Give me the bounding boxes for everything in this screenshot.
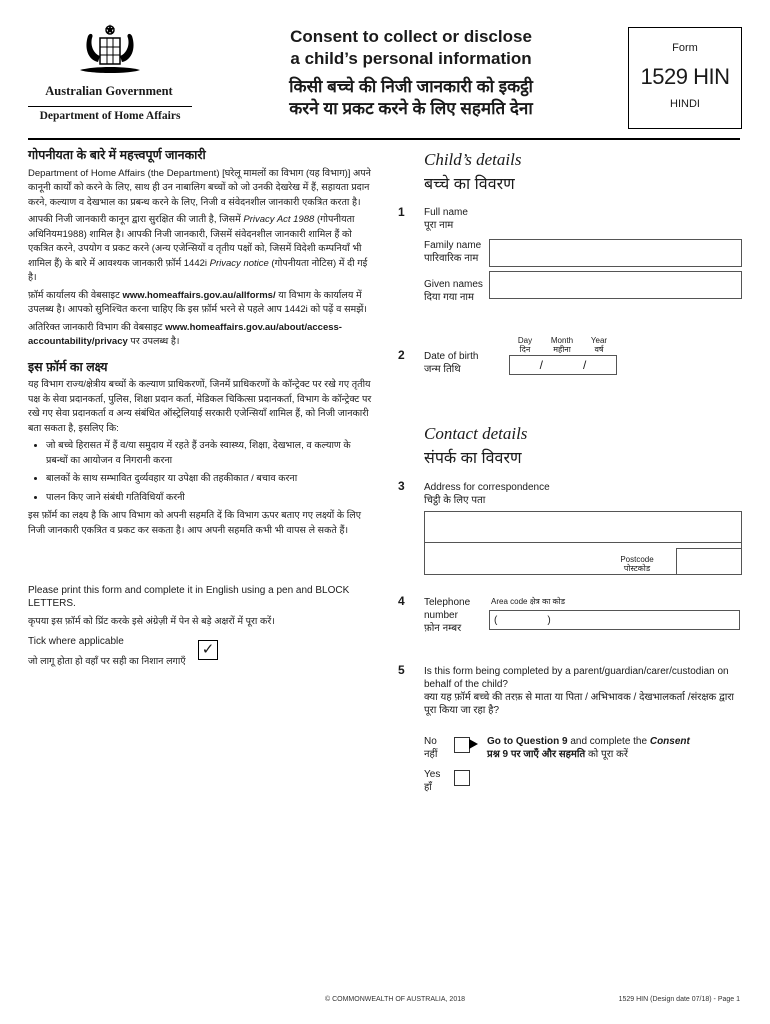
question-1-number: 1 <box>398 205 405 219</box>
privacy-link[interactable]: www.homeaffairs.gov.au/about/access-accountability/privacy <box>28 321 342 347</box>
child-details-heading: Child’s details <box>424 150 522 169</box>
form-number-box <box>628 27 742 129</box>
purpose-paragraph-1: यह विभाग राज्य/क्षेत्रीय बच्चों के कल्याण प्राधिकरणों, जिनमें प्राधिकरणों के कॉन्ट्रेक्ट पर रखे गए तृतीय पक्ष के सेवा प्रदानकर्ता, पुलिस, शिक्षा प्रदान कर्ता, मेडिकल चिकित्सा प्रदानकर्ता, विभाग के कॉन्ट्रेक्ट पर रखे गए सेवा प्रदानकर्ता व अन्य संबंधित ऑस्ट्रेलियाई सरकारी एजेन्सियाँ शामिल हैं, को निजी जानकारी बता सकता है, इसलिए कि: <box>28 379 372 434</box>
form-title-hindi: किसी बच्चे की निजी जानकारी को इकट्ठी करने या प्रकट करने के लिए सहमति देना <box>289 77 533 118</box>
copyright-footer: © COMMONWEALTH OF AUSTRALIA, 2018 <box>325 996 465 1003</box>
family-name-label: Family name पारिवारिक नाम <box>424 240 482 264</box>
given-names-field[interactable] <box>489 271 742 299</box>
form-number: 1529 HIN <box>640 64 730 89</box>
go-to-question-9-instruction: Go to Question 9 and complete the Consent प्रश्न 9 पर जाएँ और सहमति को पूरा करें <box>487 736 690 760</box>
postcode-label: Postcode पोस्टकोड <box>620 555 654 573</box>
tick-example-checkbox: ✓ <box>198 640 218 660</box>
date-of-birth-field[interactable]: / / <box>509 355 617 375</box>
department-name: Department of Home Affairs <box>28 106 192 122</box>
yes-checkbox[interactable] <box>454 770 470 786</box>
tick-instruction-hindi: जो लागू होता हो वहाँ पर सही का निशान लगाएँ <box>28 656 186 667</box>
coat-of-arms-logo <box>70 22 150 80</box>
government-name: Australian Government <box>45 84 173 98</box>
instructions-english: Please print this form and complete it in English using a pen and BLOCK LETTERS. <box>28 585 350 609</box>
postcode-field[interactable] <box>676 548 742 575</box>
privacy-paragraph-1: Department of Home Affairs (the Department) [घरेलू मामलों का विभाग (यह विभाग)] अपने कानूनी कार्यों को करने के लिए, साथ ही उन नाबालिग बच्चों को जो उनकी देखरेख में हैं, सहायता प्रदान करने, कल्याण व देखभाल का प्रबन्ध करने के लिए, निजी व संवेदनशील जानकारी एकत्रित करता है। <box>28 167 371 208</box>
question-5-text: Is this form being completed by a parent/guardian/carer/custodian on behalf of the child? क्या यह फ़ॉर्म बच्चे की तरफ़ से माता या पिता / अभिभावक / देखभालकर्ता /संरक्षक द्वारा पूरा किया जा रहा है? <box>424 666 735 716</box>
telephone-label: Telephone number फ़ोन नम्बर <box>424 597 471 634</box>
purpose-list <box>28 439 372 505</box>
question-5-number: 5 <box>398 663 405 677</box>
privacy-paragraph-4: अतिरिक्त जानकारी विभाग की वेबसाइट www.homeaffairs.gov.au/about/access-accountability/privacy पर उपलब्ध है। <box>28 321 342 347</box>
page-footer: 1529 HIN (Design date 07/18) - Page 1 <box>618 996 740 1003</box>
question-3-number: 3 <box>398 479 405 493</box>
full-name-label: Full name पूरा नाम <box>424 207 468 231</box>
date-of-birth-label: Date of birth जन्म तिथि <box>424 351 479 375</box>
telephone-field[interactable]: ( ) <box>489 610 740 630</box>
arrow-right-icon <box>469 739 478 749</box>
contact-details-heading-hindi: संपर्क का विवरण <box>424 450 522 467</box>
address-label: Address for correspondence चिट्ठी के लिए पता <box>424 482 550 506</box>
day-label: Day दिन <box>517 336 533 354</box>
form-title-english: Consent to collect or disclose a child’s personal information <box>290 27 532 68</box>
header-divider <box>28 138 740 140</box>
question-2-number: 2 <box>398 348 405 362</box>
tick-instruction-english: Tick where applicable <box>28 636 124 647</box>
yes-label: Yes हाँ <box>424 769 441 793</box>
no-checkbox[interactable] <box>454 737 470 753</box>
form-label: Form <box>672 42 698 54</box>
list-item: • पालन किए जाने संबंधी गतिविधियाँ करनी <box>46 491 372 506</box>
purpose-paragraph-2: इस फ़ॉर्म का लक्ष्य है कि आप विभाग को अपनी सहमति दें कि विभाग ऊपर बताए गए लक्ष्यों के लिए निजी जानकारी एकत्रित व प्रकट कर सकता है। आप अपनी सहमति कभी भी वापस ले सकते हैं। <box>28 510 361 536</box>
family-name-field[interactable] <box>489 239 742 267</box>
form-language: HINDI <box>670 98 700 110</box>
list-item: • जो बच्चे हिरासत में हैं व/या समुदाय में रहते हैं उनके स्वास्थ्य, शिक्षा, देखभाल, व कल्याण के प्रबन्धों का आयोजन व निगरानी करना <box>46 439 372 468</box>
month-label: Month महीना <box>550 336 574 354</box>
child-details-heading-hindi: बच्चे का विवरण <box>424 176 515 193</box>
instructions-hindi: कृपया इस फ़ॉर्म को प्रिंट करके इसे अंग्रेज़ी में पेन से बड़े अक्षरों में पूरा करें। <box>28 616 275 627</box>
privacy-heading: गोपनीयता के बारे में महत्त्वपूर्ण जानकारी <box>28 148 206 162</box>
privacy-paragraph-3: फ़ॉर्म कार्यालय की वेबसाइट www.homeaffairs.gov.au/allforms/ या विभाग के कार्यालय में उपलब्ध है। आपको सुनिश्चित करना चाहिए कि इस फ़ॉर्म भरने से पहले आप 1442i को पढ़ें व समझें। <box>28 289 367 315</box>
left-column <box>28 148 372 541</box>
question-4-number: 4 <box>398 594 405 608</box>
list-item: • बालकों के साथ सम्भावित दुर्व्यवहार या उपेक्षा की तहकीकात / बचाव करना <box>46 472 372 487</box>
given-names-label: Given names दिया गया नाम <box>424 279 483 303</box>
year-label: Year वर्ष <box>590 336 608 354</box>
area-code-label: Area code क्षेत्र का कोड <box>491 597 566 606</box>
contact-details-heading: Contact details <box>424 424 528 443</box>
privacy-paragraph-2: आपकी निजी जानकारी कानून द्वारा सुरक्षित की जाती है, जिसमें Privacy Act 1988 (गोपनीयता अधिनियम1988) शामिल है। आपकी निजी जानकारी, जिसमें संवेदनशील जानकारी शामिल हैं को एकत्रित करने, उपयोग व प्रकट करने (अन्य एजेन्सियों व तृतीय पक्षों को, जिसमें विदेशी कम्पनियाँ भी शामिल हैं) के बारे में आवश्यक जानकारी फ़ॉर्म 1442i Privacy notice (गोपनीयता नोटिस) में दी गई है। <box>28 214 368 283</box>
no-label: No नहीं <box>424 736 438 760</box>
allforms-link[interactable]: www.homeaffairs.gov.au/allforms/ <box>122 289 276 301</box>
purpose-heading: इस फ़ॉर्म का लक्ष्य <box>28 359 108 374</box>
